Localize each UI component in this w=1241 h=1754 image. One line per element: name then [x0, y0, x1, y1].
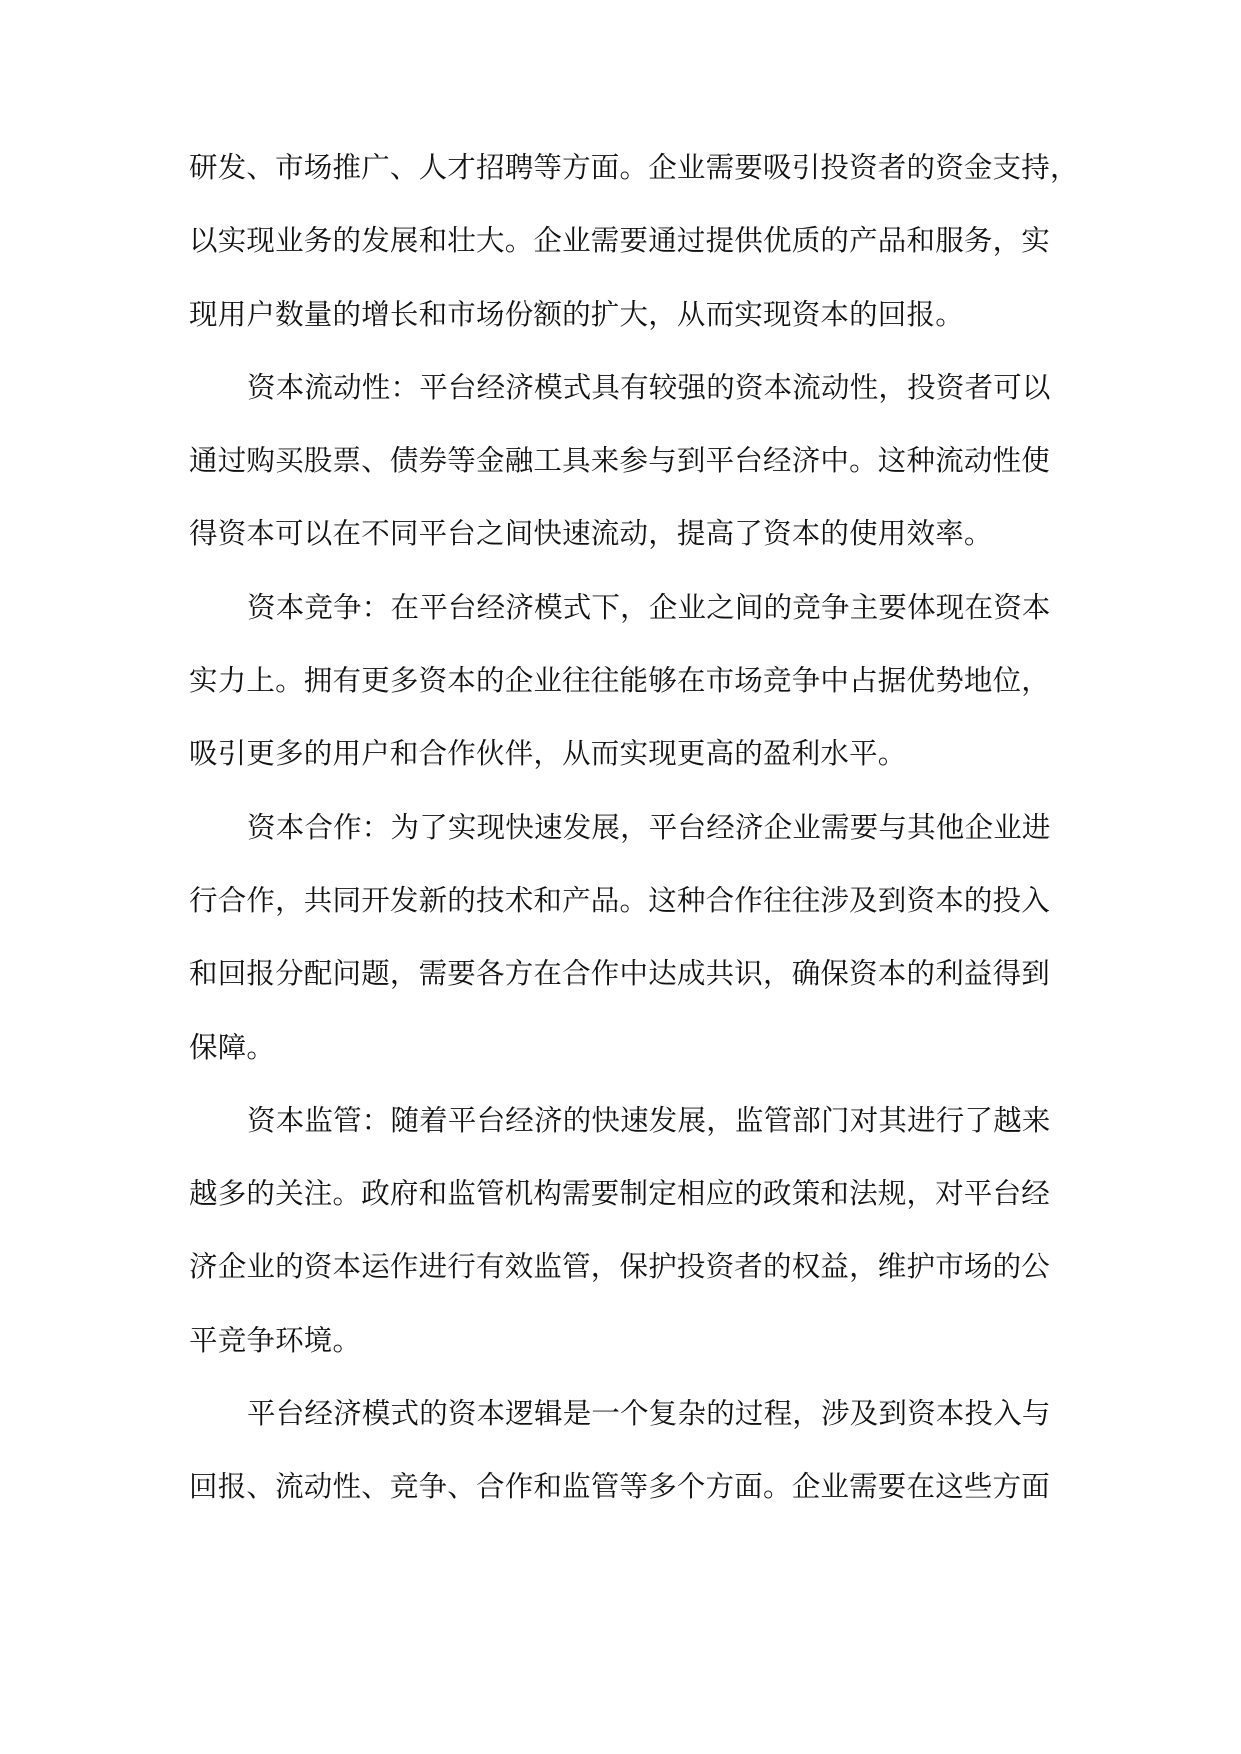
- text-line: 济企业的资本运作进行有效监管，保护投资者的权益，维护市场的公: [189, 1250, 1051, 1284]
- text-line: 通过购买股票、债券等金融工具来参与到平台经济中。这种流动性使: [189, 444, 1051, 478]
- text-line: 以实现业务的发展和壮大。企业需要通过提供优质的产品和服务，实: [189, 224, 1051, 258]
- text-line: 越多的关注。政府和监管机构需要制定相应的政策和法规，对平台经: [189, 1177, 1051, 1211]
- text-line: 得资本可以在不同平台之间快速流动，提高了资本的使用效率。: [189, 517, 993, 551]
- text-line: 平台经济模式的资本逻辑是一个复杂的过程，涉及到资本投入与: [247, 1397, 1051, 1431]
- text-line: 研发、市场推广、人才招聘等方面。企业需要吸引投资者的资金支持，: [189, 151, 1079, 184]
- paragraph-capital-liquidity: [189, 358, 1059, 578]
- text-line: 行合作，共同开发新的技术和产品。这种合作往往涉及到资本的投入: [189, 883, 1051, 917]
- text-line: 资本监管：随着平台经济的快速发展，监管部门对其进行了越来: [247, 1103, 1051, 1137]
- paragraph-capital-regulation: [189, 1091, 1059, 1384]
- text-line: 吸引更多的用户和合作伙伴，从而实现更高的盈利水平。: [189, 737, 907, 771]
- text-line: 资本合作：为了实现快速发展，平台经济企业需要与其他企业进: [247, 810, 1051, 844]
- text-line: 资本竞争：在平台经济模式下，企业之间的竞争主要体现在资本: [247, 590, 1051, 624]
- text-line: 资本流动性：平台经济模式具有较强的资本流动性，投资者可以: [247, 370, 1051, 404]
- text-line: 和回报分配问题，需要各方在合作中达成共识，确保资本的利益得到: [189, 957, 1051, 991]
- document-body: [189, 138, 1079, 1531]
- text-line: 保障。: [189, 1030, 276, 1064]
- text-line: 现用户数量的增长和市场份额的扩大，从而实现资本的回报。: [189, 297, 964, 331]
- paragraph-summary: [189, 1384, 1059, 1531]
- text-line: 平竞争环境。: [189, 1323, 362, 1357]
- paragraph-continuation: [189, 138, 1079, 358]
- text-line: 实力上。拥有更多资本的企业往往能够在市场竞争中占据优势地位，: [189, 664, 1051, 698]
- text-line: 回报、流动性、竞争、合作和监管等多个方面。企业需要在这些方面: [189, 1470, 1051, 1504]
- paragraph-capital-competition: [189, 578, 1059, 798]
- paragraph-capital-cooperation: [189, 798, 1059, 1091]
